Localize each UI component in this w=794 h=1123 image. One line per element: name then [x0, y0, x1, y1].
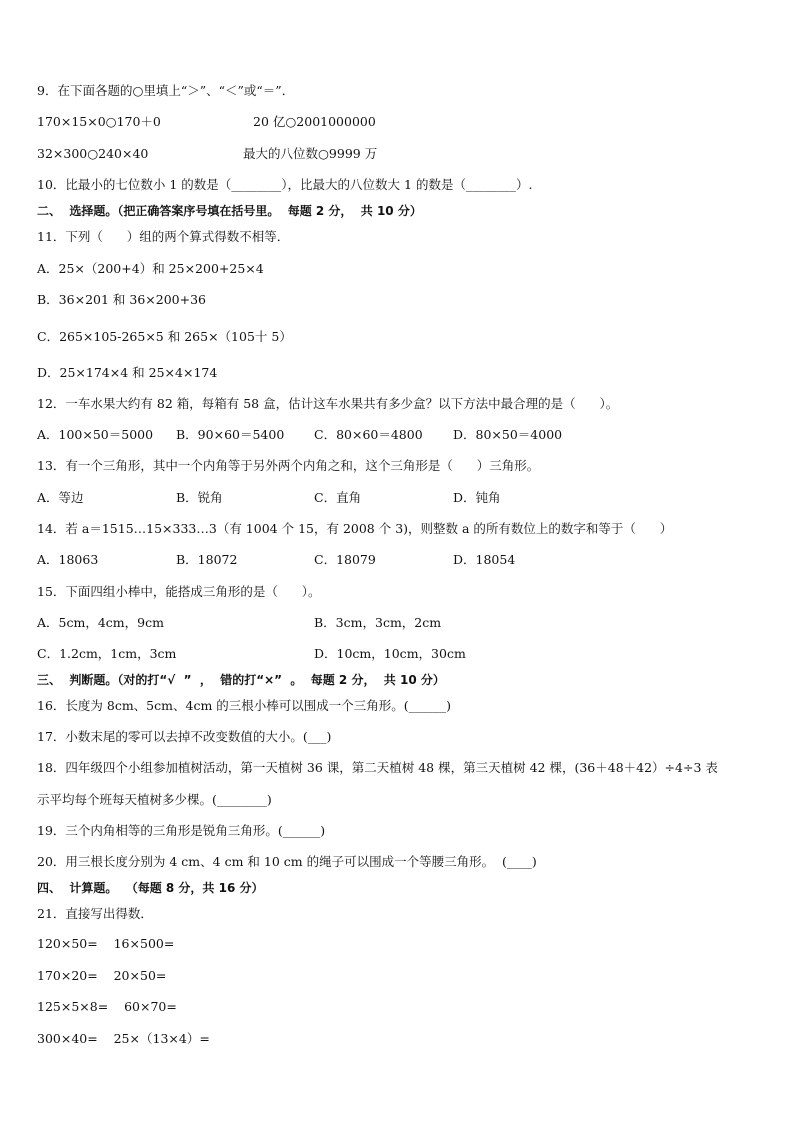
q14-option-b: B．18072 [176, 552, 238, 567]
q13-option-c: C．直角 [314, 490, 362, 505]
q9-stem: 9．在下面各题的○里填上“＞”、“＜”或“＝”． [37, 83, 295, 98]
q11-option-b: B．36×201 和 36×200+36 [37, 292, 206, 307]
q11-option-a: A．25×（200+4）和 25×200+25×4 [37, 261, 264, 276]
q9-item-1: 170×15×0○170＋0 [37, 114, 161, 129]
q9-item-2: 20 亿○2001000000 [253, 114, 376, 129]
q10: 10．比最小的七位数小 1 的数是（________），比最大的八位数大 1 的数是（________）. [37, 177, 533, 192]
q11-option-c: C．265×105-265×5 和 265×（105十 5） [37, 329, 292, 344]
q14-stem: 14．若 a＝1515…15×333…3（有 1004 个 15，有 2008 个 3)，则整数 a 的所有数位上的数字和等于（ ） [37, 521, 673, 536]
q9-item-3: 32×300○240×40 [37, 146, 149, 161]
q12-stem: 12．一车水果大约有 82 箱，每箱有 58 盒，估计这车水果共有多少盒？以下方法中最合理的是（ ）。 [37, 396, 619, 411]
q16: 16．长度为 8cm、5cm、4cm 的三根小棒可以围成一个三角形。(______) [37, 698, 452, 713]
q15-stem: 15．下面四组小棒中，能搭成三角形的是（ ）。 [37, 584, 321, 599]
q21-row-4: 300×40= 25×（13×4）= [37, 1031, 210, 1046]
q11-option-d: D．25×174×4 和 25×4×174 [37, 365, 218, 380]
q12-option-b: B．90×60＝5400 [176, 427, 285, 442]
q20: 20．用三根长度分别为 4 cm、4 cm 和 10 cm 的绳子可以围成一个等腰三角形。 (____) [37, 854, 537, 869]
q17: 17．小数末尾的零可以去掉不改变数值的大小。(___) [37, 729, 332, 744]
q14-option-d: D．18054 [453, 552, 516, 567]
q18-line-1: 18．四年级四个小组参加植树活动，第一天植树 36 课，第二天植树 48 棵，第三天植树 42 棵，(36＋48＋42）÷4÷3 表 [37, 760, 718, 775]
q11-stem: 11．下列（ ）组的两个算式得数不相等． [37, 229, 290, 244]
q12-option-d: D．80×50＝4000 [453, 427, 563, 442]
q21-stem: 21．直接写出得数． [37, 906, 153, 921]
q21-row-2: 170×20= 20×50= [37, 968, 167, 983]
section-4-heading: 四、 计算题。 （每题 8 分，共 16 分） [37, 881, 264, 895]
q15-option-b: B．3cm，3cm，2cm [314, 615, 442, 630]
q15-option-a: A．5cm，4cm，9cm [37, 615, 164, 630]
q14-option-a: A．18063 [37, 552, 99, 567]
q15-option-c: C．1.2cm，1cm，3cm [37, 646, 177, 661]
q18-line-2: 示平均每个班每天植树多少棵。(________) [37, 792, 272, 807]
q19: 19．三个内角相等的三角形是锐角三角形。(______) [37, 823, 326, 838]
q13-option-a: A．等边 [37, 490, 84, 505]
q14-option-c: C．18079 [314, 552, 376, 567]
q21-row-1: 120×50= 16×500= [37, 936, 175, 951]
q13-option-d: D．钝角 [453, 490, 501, 505]
q21-row-3: 125×5×8= 60×70= [37, 999, 177, 1014]
q13-option-b: B．锐角 [176, 490, 223, 505]
q12-option-c: C．80×60＝4800 [314, 427, 423, 442]
section-3-heading: 三、 判断题。（对的打“√ ” ， 错的打“×” 。 每题 2 分， 共 10 分） [37, 673, 445, 687]
q15-option-d: D．10cm，10cm，30cm [314, 646, 466, 661]
section-2-heading: 二、 选择题。（把正确答案序号填在括号里。 每题 2 分， 共 10 分） [37, 204, 422, 218]
q12-option-a: A．100×50＝5000 [37, 427, 154, 442]
q9-item-4: 最大的八位数○9999 万 [243, 146, 378, 161]
q13-stem: 13．有一个三角形，其中一个内角等于另外两个内角之和，这个三角形是（ ）三角形。 [37, 458, 540, 473]
